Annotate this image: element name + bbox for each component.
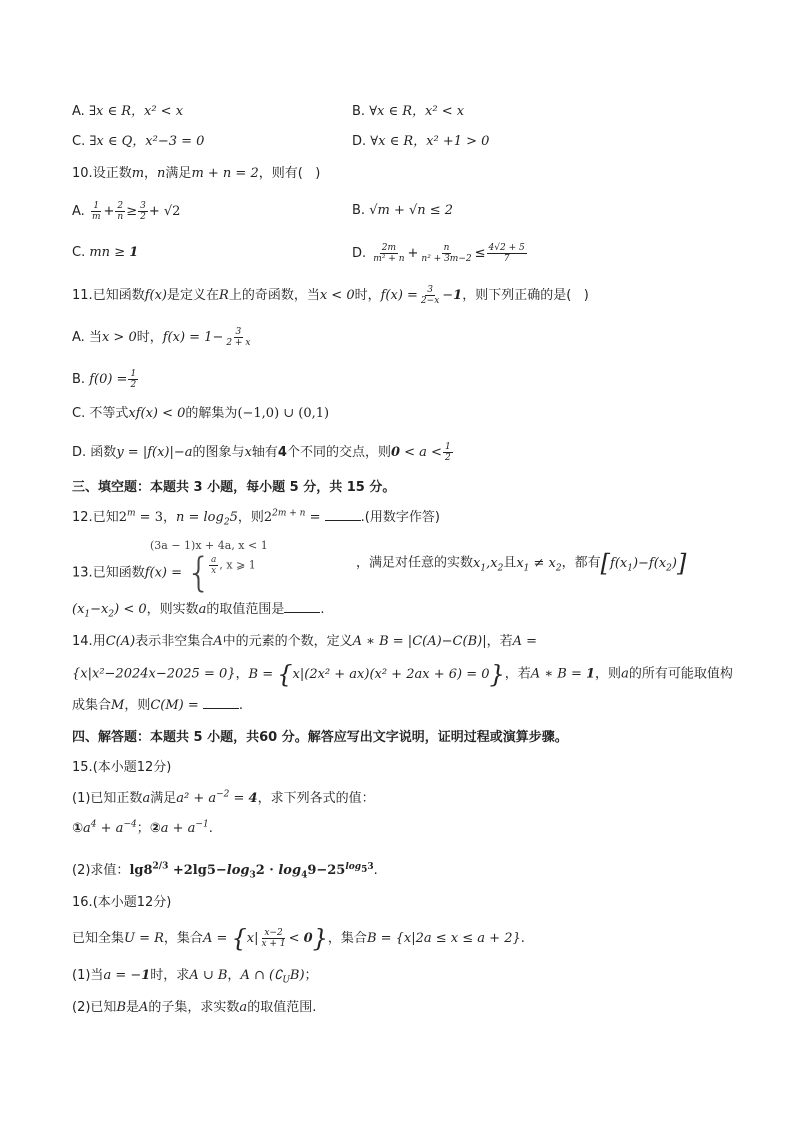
q13-stem: 13.已知函数f(x) = { [72, 550, 212, 596]
q15-part2: (2)求值：$\lg 8^{2/3} +2\lg 5-\log_32 \cdot \log_49-25^{log_53}$. [72, 861, 378, 881]
q11-text: ，则下列正确的是( [462, 288, 572, 303]
q13-text: ，满足对任意的实数 [356, 555, 474, 571]
q11-option-d: D. 函数y = |f(x)|−a的图象与x轴有4个不同的交点，则0 < a < $\frac{1}{2}$ [72, 442, 451, 463]
q9-option-b [352, 102, 464, 122]
question-number: 16. [72, 895, 93, 910]
q15-text: . [208, 821, 213, 836]
q16-text: 已知 [90, 1000, 117, 1015]
q13-text: 且 [503, 555, 517, 571]
q14-stem: 14.用C(A)表示非空集合A中的元素的个数，定义A ∗ B = |C(A)−C(B)|，若A = [72, 634, 538, 649]
piecewise-brace: { [186, 550, 212, 596]
q14-text: ，则 [595, 666, 622, 682]
q16-text: (2) [72, 1000, 91, 1015]
question-number: 13. [72, 565, 93, 581]
option-label: A. [72, 104, 85, 119]
q15-text: . [373, 863, 378, 878]
q14-text: ，若 [504, 666, 531, 682]
q16-part2: (2)已知B是A的子集，求实数a的取值范围. [72, 1000, 317, 1015]
q10-option-a: A. $\frac{1}{m}$ + $\frac{2}{n}$ ≥ $\frac{3}{2}$ + √2 [72, 201, 181, 222]
q9-option-b-expr: ∀x ∈ R，x² < x [369, 104, 465, 119]
q15-header [72, 758, 171, 778]
q13-text: ，则实数 [146, 602, 199, 617]
q11-option-b: B. f(0) = $\frac{1}{2}$ [72, 369, 137, 390]
q16-text: 的取值范围. [247, 1000, 317, 1015]
piece-2-den: x [211, 566, 217, 576]
q13-stem-cont: ，满足对任意的实数$x_1,x_2$且$x_1 \ne x_2$，都有$[f(x_1)-f(x_2)]$ [356, 549, 687, 577]
option-label: B. [352, 203, 366, 218]
q15-text: ② [149, 821, 161, 836]
q16-text: 时，求 [150, 968, 190, 983]
q16-stem: 已知全集U = R，集合A = {x| $\frac{x-2}{x + 1}$ < 0}，集合B = {x|2a ≤ x ≤ a + 2}. [72, 924, 525, 953]
q10-stem: 10.设正数m，n满足m + n = 2，则有( ) [72, 166, 321, 181]
section-3-title: 三、填空题：本题共 3 小题，每小题 5 分，共 15 分。 [72, 480, 396, 495]
q15-part1: (1)已知正数a满足$a^2 + a^{-2} = 4$，求下列各式的值： [72, 789, 375, 806]
option-label: A. [72, 204, 85, 219]
q10-option-d: D. $\frac{2m}{\text{m² + n}}$ + $\frac{n}{\text{n² + 3m−2}}$ ≤ $\frac{4√2 + 5}{7}$ [352, 243, 525, 264]
q11-text: 已知函数 [92, 288, 145, 303]
q12-text: .(用数字作答) [360, 510, 440, 525]
q11-option-c: C. 不等式xf(x) < 0的解集为(−1,0) ∪ (0,1) [72, 406, 330, 421]
answer-blank[interactable] [325, 508, 361, 521]
q11-option-a: A. 当x > 0时，f(x) = 1− $\frac{3}{2 + x}$ [72, 327, 251, 348]
piece-2 [150, 555, 268, 576]
q16-text: 是 [126, 1000, 140, 1015]
q12-text: ， [162, 510, 176, 525]
q16-text: 已知全集 [72, 931, 125, 946]
piece-1: (3a − 1)x + 4a, x < 1 [150, 539, 268, 552]
q16-part1: (1)当a = −1时，求A ∪ B，A ∩ $(∁_UB)$； [72, 968, 318, 986]
q10-text: ) [315, 166, 321, 181]
q13-stem-line2: $(x_1-x_2) < 0$，则实数a的取值范围是 . [72, 602, 325, 620]
option-label: B. [72, 372, 86, 387]
q11-text: 不等式 [89, 406, 129, 421]
q9-option-a [72, 102, 183, 122]
q9-option-d-expr: ∀x ∈ R，x² +1 > 0 [370, 134, 490, 149]
q16-text: 的子集，求实数 [148, 1000, 240, 1015]
q11-text: 轴有 [251, 445, 278, 460]
q14-text: 中的元素的个数，定义 [222, 634, 353, 649]
q15-text: ，求下列各式的值： [257, 791, 375, 806]
q16-text: (1) [72, 968, 91, 983]
q11-text: 函数 [90, 445, 117, 460]
question-number: 12. [72, 510, 93, 525]
q15-text: ； [136, 821, 150, 836]
q15-text: 求值： [90, 863, 130, 878]
q12-text: ，则 [237, 510, 264, 525]
q14-text: 的所有可能取值构 [628, 666, 733, 682]
question-note: (本小题12分) [92, 895, 172, 910]
q13-text: . [320, 602, 325, 617]
q11-text: 当 [88, 330, 102, 345]
q14-text: ，则 [124, 698, 151, 713]
q10-option-c: C. mn ≥ 1 [72, 245, 139, 260]
q16-text: ，集合 [163, 931, 203, 946]
q16-header [72, 893, 171, 913]
q16-text: ，集合 [327, 931, 367, 946]
q9-option-c-expr: ∃x ∈ Q，x²−3 = 0 [89, 134, 205, 149]
answer-blank[interactable] [284, 600, 320, 613]
q16-text: ， [227, 968, 241, 983]
q12-stem: 12.已知$2^m = 3$，$n = \log_25$，则$2^{2m + n}$ = .(用数字作答) [72, 508, 440, 528]
option-label: D. [352, 134, 367, 149]
question-number: 14. [72, 634, 93, 649]
q13-text: 的取值范围是 [206, 602, 285, 617]
q10-text: 设正数 [92, 166, 132, 181]
q10-text: 满足 [165, 166, 192, 181]
q14-text: 成集合 [72, 698, 112, 713]
q16-text: 当 [90, 968, 104, 983]
q11-text: 时， [136, 330, 163, 345]
option-label: D. [72, 445, 87, 460]
piece-2-cond: , x ⩾ 1 [219, 558, 256, 572]
q11-text: 时， [354, 288, 381, 303]
q15-text: (1) [72, 791, 91, 806]
q10-text: ，则有( [258, 166, 303, 181]
q13-text: 已知函数 [92, 565, 145, 581]
q15-part1-items: $①a^4 + a^{-4}$；②a + $a^{-1}$. [72, 819, 213, 836]
q11-text: 的解集为 [185, 406, 238, 421]
q9-option-c [72, 132, 204, 152]
q16-text: ； [304, 968, 318, 983]
q15-text: 已知正数 [90, 791, 143, 806]
q9-option-a-expr: ∃x ∈ R，x² < x [88, 104, 184, 119]
option-label: C. [72, 406, 86, 421]
section-4-title: 四、解答题：本题共 5 小题，共60 分。解答应写出文字说明，证明过程或演算步骤。 [72, 730, 568, 745]
q11-text: ) [583, 288, 589, 303]
q11-text: 上的奇函数，当 [228, 288, 320, 303]
q10-option-b: B. √m + √n ≤ 2 [352, 203, 454, 218]
q14-text: ，若 [486, 634, 513, 649]
q11-text: 的图象与 [192, 445, 245, 460]
q11-text: 是定义在 [167, 288, 220, 303]
q12-text: 已知 [92, 510, 119, 525]
piece-2-num: a [211, 555, 217, 565]
q13-text: ，都有 [561, 555, 601, 571]
question-number: 10. [72, 166, 93, 181]
question-number: 15. [72, 760, 93, 775]
q15-text: 满足 [150, 791, 177, 806]
option-label: A. [72, 330, 85, 345]
q10-text: ， [144, 166, 158, 181]
option-label: C. [72, 134, 86, 149]
q14-text: ， [235, 666, 249, 682]
q15-text: (2) [72, 863, 91, 878]
q14-text: . [238, 698, 244, 713]
option-label: B. [352, 104, 366, 119]
question-number: 11. [72, 288, 93, 303]
q11-text: 个不同的交点，则 [286, 445, 391, 460]
q11-stem: 11.已知函数f(x)是定义在R上的奇函数，当x < 0时，f(x) = $\frac{3}{2-x}$ −1，则下列正确的是( ) [72, 285, 589, 306]
q14-text: 表示非空集合 [135, 634, 214, 649]
q14-stem-line2: {x|x²−2024x−2025 = 0}，B = {x|(2x² + ax)(x² + 2ax + 6) = 0}，若A ∗ B = 1，则a的所有可能取值构 [72, 660, 733, 688]
answer-blank[interactable] [203, 696, 239, 709]
option-label: D. [352, 246, 367, 261]
piecewise-function [150, 537, 268, 576]
q14-stem-line3: 成集合M，则C(M) = . [72, 698, 244, 713]
option-label: C. [72, 245, 86, 260]
q15-text: ① [72, 821, 84, 836]
q9-option-d [352, 132, 489, 152]
q14-text: 用 [92, 634, 106, 649]
question-note: (本小题12分) [92, 760, 172, 775]
